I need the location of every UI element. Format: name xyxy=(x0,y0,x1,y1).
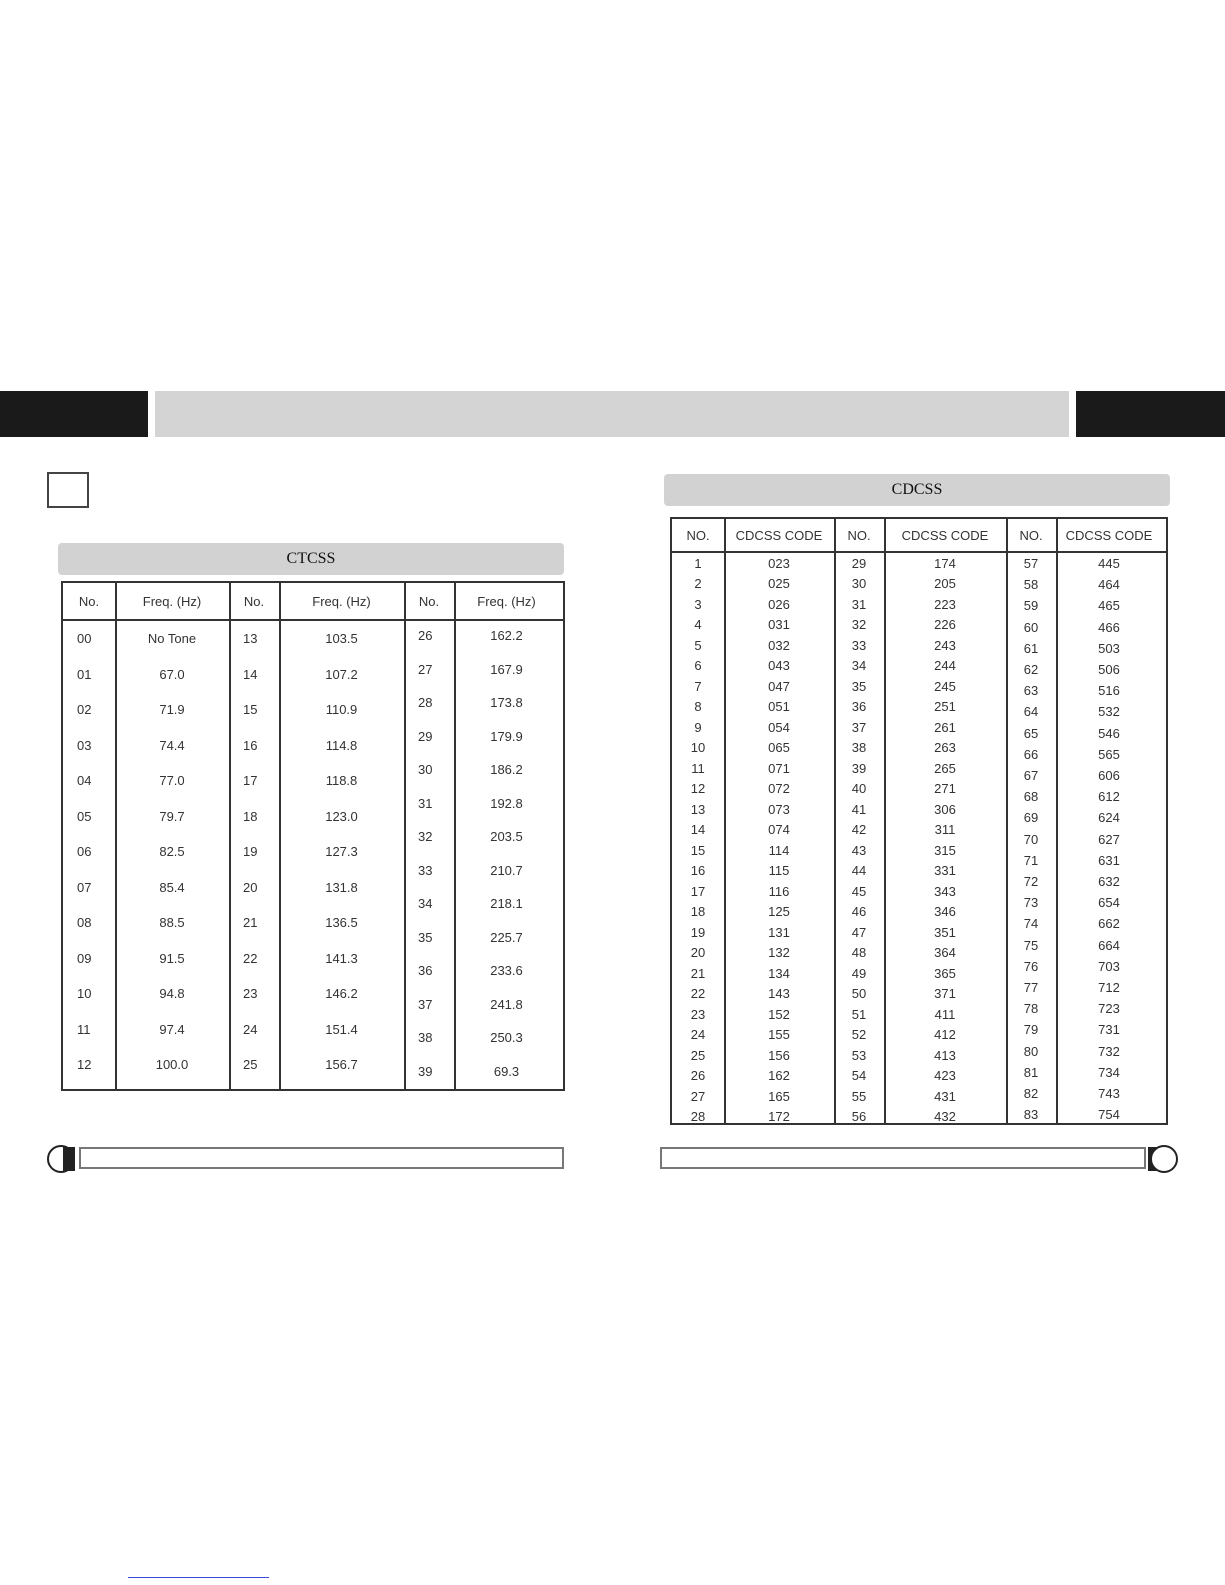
cdcss-row-number: 74 xyxy=(1023,916,1039,932)
ctcss-row-value: 97.4 xyxy=(159,1021,185,1037)
cdcss-row-value: 723 xyxy=(1098,1001,1120,1017)
ctcss-row-number: 28 xyxy=(418,695,433,711)
cdcss-row-number: 31 xyxy=(851,596,867,612)
ctcss-row-value: 186.2 xyxy=(490,762,523,778)
cdcss-row-value: 226 xyxy=(934,617,956,633)
ctcss-row-value: 131.8 xyxy=(325,879,358,895)
cdcss-row-value: 311 xyxy=(934,822,956,838)
cdcss-row-number: 64 xyxy=(1023,704,1039,720)
cdcss-row-value: 172 xyxy=(768,1109,790,1125)
cdcss-row-number: 76 xyxy=(1023,958,1039,974)
cdcss-row-value: 031 xyxy=(768,617,790,633)
cdcss-header-cell: CDCSS CODE xyxy=(735,527,823,543)
cdcss-row-number: 57 xyxy=(1023,556,1039,572)
cdcss-row-number: 9 xyxy=(694,719,702,735)
cdcss-row-value: 662 xyxy=(1098,916,1120,932)
cdcss-row-value: 331 xyxy=(934,863,956,879)
cdcss-row-number: 51 xyxy=(851,1006,867,1022)
ctcss-row-value: 156.7 xyxy=(325,1057,358,1073)
ctcss-row-number: 25 xyxy=(243,1057,258,1073)
cdcss-row-number: 39 xyxy=(851,760,867,776)
ctcss-row-number: 07 xyxy=(77,879,92,895)
ctcss-row-number: 01 xyxy=(77,666,92,682)
ctcss-row-value: 69.3 xyxy=(493,1063,520,1079)
cdcss-row-number: 54 xyxy=(851,1068,867,1084)
ctcss-header-cell: No. xyxy=(418,593,440,609)
cdcss-row-number: 42 xyxy=(851,822,867,838)
cdcss-row-value: 065 xyxy=(768,740,790,756)
cdcss-row-value: 632 xyxy=(1098,874,1120,890)
ctcss-row-value: 77.0 xyxy=(159,773,185,789)
ctcss-row-number: 11 xyxy=(77,1021,91,1037)
cdcss-row-number: 35 xyxy=(851,678,867,694)
cdcss-row-number: 75 xyxy=(1023,937,1039,953)
ctcss-row-value: 91.5 xyxy=(159,950,185,966)
cdcss-row-value: 464 xyxy=(1098,577,1120,593)
ctcss-row-value: 74.4 xyxy=(159,737,185,753)
cdcss-row-number: 36 xyxy=(851,699,867,715)
ctcss-row-value: 107.2 xyxy=(325,666,358,682)
cdcss-row-number: 52 xyxy=(851,1027,867,1043)
ctcss-col-divider xyxy=(229,583,231,1089)
ctcss-row-value: 82.5 xyxy=(159,844,185,860)
ctcss-header-cell: Freq. (Hz) xyxy=(142,593,202,609)
cdcss-row-number: 44 xyxy=(851,863,867,879)
cdcss-row-value: 664 xyxy=(1098,937,1120,953)
cdcss-row-value: 143 xyxy=(768,986,790,1002)
cdcss-title-bar xyxy=(664,474,1170,506)
ctcss-row-number: 00 xyxy=(77,631,92,647)
cdcss-row-number: 2 xyxy=(694,576,702,592)
cdcss-row-value: 351 xyxy=(934,924,956,940)
ctcss-header-cell: No. xyxy=(78,593,100,609)
cdcss-header-cell: NO. xyxy=(686,527,710,543)
cdcss-row-value: 346 xyxy=(934,904,956,920)
page-marker-circle-right xyxy=(1150,1145,1178,1173)
cdcss-row-value: 243 xyxy=(934,637,956,653)
cdcss-row-value: 627 xyxy=(1098,831,1120,847)
cdcss-row-value: 116 xyxy=(768,883,790,899)
cdcss-row-number: 66 xyxy=(1023,746,1039,762)
cdcss-row-number: 83 xyxy=(1023,1107,1039,1123)
cdcss-row-number: 26 xyxy=(690,1068,706,1084)
cdcss-row-number: 69 xyxy=(1023,810,1039,826)
ctcss-row-value: 136.5 xyxy=(325,915,358,931)
ctcss-row-value: 67.0 xyxy=(159,666,185,682)
cdcss-row-number: 47 xyxy=(851,924,867,940)
ctcss-row-value: 85.4 xyxy=(159,879,185,895)
ctcss-row-number: 38 xyxy=(418,1030,433,1046)
ctcss-row-number: 39 xyxy=(418,1063,433,1079)
cdcss-header-cell: CDCSS CODE xyxy=(901,527,989,543)
ctcss-title-bar xyxy=(58,543,564,575)
cdcss-row-number: 11 xyxy=(691,760,705,776)
cdcss-row-number: 50 xyxy=(851,986,867,1002)
cdcss-row-number: 19 xyxy=(690,924,706,940)
ctcss-row-value: 141.3 xyxy=(325,950,358,966)
cdcss-row-number: 32 xyxy=(851,617,867,633)
ctcss-row-value: 114.8 xyxy=(325,737,358,753)
ctcss-row-number: 20 xyxy=(243,879,258,895)
cdcss-row-value: 174 xyxy=(934,555,956,571)
cdcss-row-value: 114 xyxy=(768,842,790,858)
ctcss-row-number: 13 xyxy=(243,631,258,647)
cdcss-row-value: 364 xyxy=(934,945,956,961)
ctcss-row-number: 14 xyxy=(243,666,258,682)
cdcss-row-value: 412 xyxy=(934,1027,956,1043)
ctcss-row-value: 203.5 xyxy=(490,829,523,845)
cdcss-row-value: 413 xyxy=(934,1047,956,1063)
cdcss-row-value: 074 xyxy=(768,822,790,838)
cdcss-row-number: 4 xyxy=(694,617,702,633)
cdcss-row-number: 30 xyxy=(851,576,867,592)
cdcss-row-value: 465 xyxy=(1098,598,1120,614)
cdcss-row-value: 271 xyxy=(934,781,956,797)
ctcss-row-value: 241.8 xyxy=(490,996,523,1012)
ctcss-row-value: 233.6 xyxy=(490,963,523,979)
ctcss-row-value: No Tone xyxy=(147,631,197,647)
cdcss-row-value: 516 xyxy=(1098,683,1120,699)
cdcss-row-number: 7 xyxy=(694,678,702,694)
cdcss-row-number: 59 xyxy=(1023,598,1039,614)
cdcss-row-value: 261 xyxy=(934,719,956,735)
cdcss-row-value: 606 xyxy=(1098,768,1120,784)
ctcss-header-cell: Freq. (Hz) xyxy=(477,593,536,609)
footer-bar-right xyxy=(660,1147,1146,1169)
cdcss-row-value: 205 xyxy=(934,576,956,592)
cdcss-row-number: 28 xyxy=(690,1109,706,1125)
cdcss-row-value: 072 xyxy=(768,781,790,797)
ctcss-row-number: 12 xyxy=(77,1057,92,1073)
cdcss-row-value: 754 xyxy=(1098,1107,1120,1123)
cdcss-row-number: 79 xyxy=(1023,1022,1039,1038)
cdcss-row-value: 125 xyxy=(768,904,790,920)
ctcss-row-value: 123.0 xyxy=(325,808,358,824)
ctcss-row-number: 15 xyxy=(243,702,258,718)
ctcss-row-number: 30 xyxy=(418,762,433,778)
cdcss-row-number: 60 xyxy=(1023,619,1039,635)
ctcss-row-number: 24 xyxy=(243,1021,258,1037)
header-band-left xyxy=(0,391,148,437)
ctcss-row-number: 37 xyxy=(418,996,433,1012)
cdcss-row-number: 20 xyxy=(690,945,706,961)
cdcss-row-number: 40 xyxy=(851,781,867,797)
cdcss-row-number: 15 xyxy=(690,842,706,858)
cdcss-row-value: 165 xyxy=(768,1088,790,1104)
cdcss-header-cell: CDCSS CODE xyxy=(1065,527,1153,543)
ctcss-row-value: 71.9 xyxy=(159,702,185,718)
ctcss-row-number: 29 xyxy=(418,728,433,744)
cdcss-row-number: 17 xyxy=(690,883,706,899)
cdcss-row-number: 73 xyxy=(1023,895,1039,911)
bottom-link-underline xyxy=(128,1577,269,1578)
cdcss-row-number: 72 xyxy=(1023,874,1039,890)
cdcss-row-value: 365 xyxy=(934,965,956,981)
footer-bar-left xyxy=(79,1147,564,1169)
cdcss-row-value: 155 xyxy=(768,1027,790,1043)
cdcss-row-value: 503 xyxy=(1098,640,1120,656)
cdcss-row-number: 1 xyxy=(694,555,702,571)
cdcss-row-number: 38 xyxy=(851,740,867,756)
cdcss-row-value: 445 xyxy=(1098,556,1120,572)
cdcss-row-number: 24 xyxy=(690,1027,706,1043)
cdcss-row-number: 22 xyxy=(690,986,706,1002)
ctcss-row-value: 192.8 xyxy=(490,795,523,811)
ctcss-row-value: 118.8 xyxy=(325,773,358,789)
ctcss-row-value: 79.7 xyxy=(159,808,185,824)
cdcss-row-number: 45 xyxy=(851,883,867,899)
ctcss-row-value: 218.1 xyxy=(490,896,523,912)
ctcss-row-number: 08 xyxy=(77,915,92,931)
ctcss-row-number: 32 xyxy=(418,829,433,845)
cdcss-row-number: 77 xyxy=(1023,980,1039,996)
ctcss-row-value: 179.9 xyxy=(490,728,523,744)
ctcss-row-value: 162.2 xyxy=(490,628,523,644)
cdcss-row-value: 115 xyxy=(768,863,790,879)
ctcss-row-number: 03 xyxy=(77,737,92,753)
cdcss-row-value: 612 xyxy=(1098,789,1120,805)
ctcss-row-value: 88.5 xyxy=(159,915,185,931)
cdcss-row-number: 46 xyxy=(851,904,867,920)
page-marker-half-left xyxy=(63,1147,75,1171)
cdcss-row-value: 565 xyxy=(1098,746,1120,762)
cdcss-row-number: 41 xyxy=(851,801,867,817)
cdcss-row-value: 743 xyxy=(1098,1086,1120,1102)
cdcss-row-value: 466 xyxy=(1098,619,1120,635)
cdcss-row-value: 032 xyxy=(768,637,790,653)
ctcss-row-number: 31 xyxy=(418,795,433,811)
cdcss-row-number: 65 xyxy=(1023,725,1039,741)
cdcss-row-value: 251 xyxy=(934,699,956,715)
cdcss-row-number: 29 xyxy=(851,555,867,571)
ctcss-row-number: 23 xyxy=(243,986,258,1002)
ctcss-row-number: 36 xyxy=(418,963,433,979)
ctcss-row-value: 94.8 xyxy=(159,986,185,1002)
cdcss-row-value: 265 xyxy=(934,760,956,776)
cdcss-row-number: 5 xyxy=(694,637,702,653)
cdcss-row-number: 48 xyxy=(851,945,867,961)
cdcss-row-value: 162 xyxy=(768,1068,790,1084)
cdcss-row-number: 80 xyxy=(1023,1043,1039,1059)
cdcss-row-value: 703 xyxy=(1098,958,1120,974)
cdcss-row-value: 047 xyxy=(768,678,790,694)
cdcss-row-number: 63 xyxy=(1023,683,1039,699)
cdcss-row-value: 023 xyxy=(768,555,790,571)
cdcss-row-value: 734 xyxy=(1098,1064,1120,1080)
cdcss-row-number: 37 xyxy=(851,719,867,735)
ctcss-row-value: 103.5 xyxy=(325,631,358,647)
cdcss-row-number: 55 xyxy=(851,1088,867,1104)
cdcss-row-value: 134 xyxy=(768,965,790,981)
cdcss-row-number: 82 xyxy=(1023,1086,1039,1102)
ctcss-row-number: 17 xyxy=(243,773,258,789)
cdcss-row-number: 25 xyxy=(690,1047,706,1063)
cdcss-row-value: 343 xyxy=(934,883,956,899)
cdcss-row-number: 10 xyxy=(690,740,706,756)
cdcss-row-number: 71 xyxy=(1023,852,1039,868)
ctcss-row-value: 127.3 xyxy=(325,844,358,860)
cdcss-row-number: 12 xyxy=(690,781,706,797)
cdcss-row-number: 14 xyxy=(690,822,706,838)
cdcss-row-number: 53 xyxy=(851,1047,867,1063)
cdcss-row-value: 315 xyxy=(934,842,956,858)
cdcss-row-value: 025 xyxy=(768,576,790,592)
cdcss-row-value: 051 xyxy=(768,699,790,715)
cdcss-row-value: 132 xyxy=(768,945,790,961)
cdcss-row-value: 546 xyxy=(1098,725,1120,741)
cdcss-row-number: 68 xyxy=(1023,789,1039,805)
cdcss-row-value: 506 xyxy=(1098,662,1120,678)
ctcss-row-number: 18 xyxy=(243,808,258,824)
header-band-center xyxy=(155,391,1069,437)
ctcss-row-number: 27 xyxy=(418,661,433,677)
ctcss-row-value: 151.4 xyxy=(325,1021,358,1037)
cdcss-row-value: 054 xyxy=(768,719,790,735)
cdcss-title: CDCSS xyxy=(891,481,943,498)
ctcss-row-number: 06 xyxy=(77,844,92,860)
cdcss-row-number: 61 xyxy=(1023,640,1039,656)
ctcss-row-number: 35 xyxy=(418,929,433,945)
cdcss-row-value: 156 xyxy=(768,1047,790,1063)
cdcss-row-value: 732 xyxy=(1098,1043,1120,1059)
ctcss-header-cell: No. xyxy=(243,593,265,609)
cdcss-row-value: 731 xyxy=(1098,1022,1120,1038)
ctcss-row-number: 21 xyxy=(243,915,258,931)
section-marker-box xyxy=(47,472,89,508)
ctcss-row-value: 250.3 xyxy=(490,1030,523,1046)
ctcss-row-value: 110.9 xyxy=(325,702,358,718)
cdcss-header-cell: NO. xyxy=(847,527,871,543)
cdcss-row-number: 23 xyxy=(690,1006,706,1022)
cdcss-row-value: 423 xyxy=(934,1068,956,1084)
cdcss-row-value: 131 xyxy=(768,924,790,940)
ctcss-row-number: 05 xyxy=(77,808,92,824)
cdcss-row-value: 411 xyxy=(934,1006,956,1022)
ctcss-row-number: 16 xyxy=(243,737,258,753)
cdcss-header-cell: NO. xyxy=(1019,527,1043,543)
cdcss-table xyxy=(670,517,1168,1125)
ctcss-col-divider xyxy=(404,583,406,1089)
cdcss-row-value: 624 xyxy=(1098,810,1120,826)
cdcss-row-number: 6 xyxy=(694,658,702,674)
cdcss-row-value: 631 xyxy=(1098,852,1120,868)
ctcss-row-value: 210.7 xyxy=(490,862,523,878)
cdcss-row-number: 16 xyxy=(690,863,706,879)
cdcss-row-value: 223 xyxy=(934,596,956,612)
cdcss-row-number: 33 xyxy=(851,637,867,653)
cdcss-row-value: 712 xyxy=(1098,980,1120,996)
ctcss-row-number: 09 xyxy=(77,950,92,966)
ctcss-row-value: 225.7 xyxy=(490,929,523,945)
cdcss-row-value: 244 xyxy=(934,658,956,674)
cdcss-row-number: 67 xyxy=(1023,768,1039,784)
cdcss-row-number: 58 xyxy=(1023,577,1039,593)
cdcss-row-value: 043 xyxy=(768,658,790,674)
header-band-right xyxy=(1076,391,1225,437)
cdcss-row-value: 071 xyxy=(768,760,790,776)
cdcss-row-value: 432 xyxy=(934,1109,956,1125)
cdcss-row-number: 27 xyxy=(690,1088,706,1104)
cdcss-row-number: 43 xyxy=(851,842,867,858)
cdcss-row-number: 34 xyxy=(851,658,867,674)
cdcss-row-value: 263 xyxy=(934,740,956,756)
cdcss-row-number: 18 xyxy=(690,904,706,920)
cdcss-row-value: 073 xyxy=(768,801,790,817)
cdcss-row-number: 81 xyxy=(1023,1064,1039,1080)
cdcss-row-number: 3 xyxy=(694,596,702,612)
cdcss-row-number: 8 xyxy=(694,699,702,715)
cdcss-row-number: 62 xyxy=(1023,662,1039,678)
ctcss-row-number: 26 xyxy=(418,628,433,644)
cdcss-row-value: 532 xyxy=(1098,704,1120,720)
ctcss-table xyxy=(61,581,565,1091)
ctcss-row-number: 02 xyxy=(77,702,92,718)
ctcss-row-value: 173.8 xyxy=(490,695,523,711)
cdcss-row-value: 026 xyxy=(768,596,790,612)
cdcss-row-value: 654 xyxy=(1098,895,1120,911)
ctcss-row-value: 167.9 xyxy=(490,661,523,677)
cdcss-row-number: 49 xyxy=(851,965,867,981)
ctcss-row-number: 33 xyxy=(418,862,433,878)
cdcss-row-number: 78 xyxy=(1023,1001,1039,1017)
cdcss-row-number: 56 xyxy=(851,1109,867,1125)
ctcss-row-number: 19 xyxy=(243,844,258,860)
ctcss-row-number: 22 xyxy=(243,950,258,966)
cdcss-row-value: 306 xyxy=(934,801,956,817)
cdcss-row-value: 245 xyxy=(934,678,956,694)
cdcss-row-number: 21 xyxy=(690,965,706,981)
ctcss-row-number: 34 xyxy=(418,896,433,912)
ctcss-row-value: 146.2 xyxy=(325,986,358,1002)
cdcss-row-number: 13 xyxy=(690,801,706,817)
ctcss-row-number: 10 xyxy=(77,986,92,1002)
ctcss-row-value: 100.0 xyxy=(155,1057,189,1073)
cdcss-row-number: 70 xyxy=(1023,831,1039,847)
cdcss-row-value: 371 xyxy=(934,986,956,1002)
cdcss-row-value: 431 xyxy=(934,1088,956,1104)
cdcss-row-value: 152 xyxy=(768,1006,790,1022)
ctcss-title: CTCSS xyxy=(286,550,336,567)
ctcss-header-cell: Freq. (Hz) xyxy=(312,593,371,609)
ctcss-row-number: 04 xyxy=(77,773,92,789)
